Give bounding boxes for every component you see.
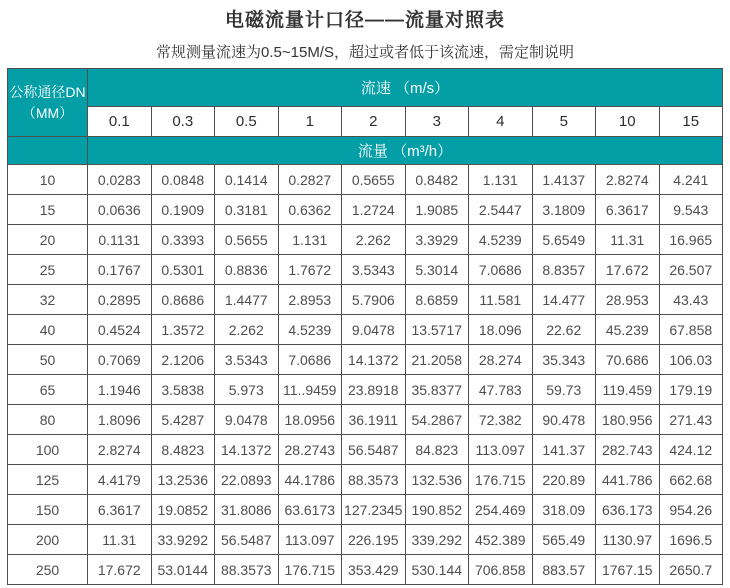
- velocity-value-cell: 0.3: [151, 107, 215, 137]
- dn-cell: 50: [8, 345, 88, 375]
- flow-value-cell: 119.459: [596, 375, 660, 405]
- flow-value-cell: 353.429: [342, 555, 406, 585]
- flow-band-corner-cell: [8, 137, 88, 165]
- flow-value-cell: 0.3181: [215, 195, 279, 225]
- flow-table: [7, 68, 723, 585]
- flow-value-cell: 565.49: [532, 525, 596, 555]
- velocity-value-cell: 0.5: [215, 107, 279, 137]
- flow-value-cell: 0.1131: [88, 225, 152, 255]
- flow-table-body: [8, 69, 723, 585]
- flow-value-cell: 6.3617: [596, 195, 660, 225]
- flow-value-cell: 8.4823: [151, 435, 215, 465]
- flow-value-cell: 106.03: [659, 345, 723, 375]
- flow-value-cell: 43.43: [659, 285, 723, 315]
- flow-value-cell: 13.5717: [405, 315, 469, 345]
- flow-value-cell: 220.89: [532, 465, 596, 495]
- table-row: [8, 225, 723, 255]
- flow-value-cell: 22.0893: [215, 465, 279, 495]
- flow-value-cell: 11.31: [88, 525, 152, 555]
- flow-value-cell: 11.31: [596, 225, 660, 255]
- table-row: [8, 405, 723, 435]
- table-row: [8, 555, 723, 585]
- velocity-value-cell: 10: [596, 107, 660, 137]
- flow-value-cell: 2.8953: [278, 285, 342, 315]
- flow-value-cell: 1.9085: [405, 195, 469, 225]
- flow-value-cell: 21.2058: [405, 345, 469, 375]
- flow-value-cell: 28.274: [469, 345, 533, 375]
- flow-value-cell: 636.173: [596, 495, 660, 525]
- flow-value-cell: 0.1414: [215, 165, 279, 195]
- flow-value-cell: 5.6549: [532, 225, 596, 255]
- flow-value-cell: 70.686: [596, 345, 660, 375]
- flow-value-cell: 1130.97: [596, 525, 660, 555]
- dn-cell: 40: [8, 315, 88, 345]
- flow-value-cell: 5.3014: [405, 255, 469, 285]
- velocity-value-cell: 1: [278, 107, 342, 137]
- flow-value-cell: 26.507: [659, 255, 723, 285]
- flow-value-cell: 18.096: [469, 315, 533, 345]
- flow-value-cell: 0.0636: [88, 195, 152, 225]
- flow-value-cell: 180.956: [596, 405, 660, 435]
- flow-value-cell: 954.26: [659, 495, 723, 525]
- flow-value-cell: 35.343: [532, 345, 596, 375]
- flow-value-cell: 0.8482: [405, 165, 469, 195]
- velocity-band-row: [8, 69, 723, 107]
- flow-value-cell: 0.2827: [278, 165, 342, 195]
- flow-value-cell: 113.097: [278, 525, 342, 555]
- flow-value-cell: 0.2895: [88, 285, 152, 315]
- flow-value-cell: 113.097: [469, 435, 533, 465]
- velocity-values-row: [8, 107, 723, 137]
- flow-value-cell: 1.3572: [151, 315, 215, 345]
- flow-value-cell: 47.783: [469, 375, 533, 405]
- flow-value-cell: 4.4179: [88, 465, 152, 495]
- flow-value-cell: 4.241: [659, 165, 723, 195]
- flow-value-cell: 1.2724: [342, 195, 406, 225]
- velocity-value-cell: 0.1: [88, 107, 152, 137]
- flow-value-cell: 176.715: [469, 465, 533, 495]
- flow-value-cell: 90.478: [532, 405, 596, 435]
- flow-value-cell: 1767.15: [596, 555, 660, 585]
- flow-value-cell: 45.239: [596, 315, 660, 345]
- page-title: 电磁流量计口径——流量对照表: [224, 10, 505, 31]
- flow-value-cell: 271.43: [659, 405, 723, 435]
- corner-header-line1: 公称通径DN: [9, 84, 86, 101]
- flow-value-cell: 31.8086: [215, 495, 279, 525]
- flow-value-cell: 44.1786: [278, 465, 342, 495]
- flow-value-cell: 63.6173: [278, 495, 342, 525]
- flow-value-cell: 1696.5: [659, 525, 723, 555]
- flow-value-cell: 0.4524: [88, 315, 152, 345]
- flow-value-cell: 282.743: [596, 435, 660, 465]
- flow-value-cell: 1.1946: [88, 375, 152, 405]
- flow-value-cell: 2.8274: [88, 435, 152, 465]
- flow-value-cell: 22.62: [532, 315, 596, 345]
- velocity-value-cell: 4: [469, 107, 533, 137]
- flow-value-cell: 5.4287: [151, 405, 215, 435]
- flow-value-cell: 18.0956: [278, 405, 342, 435]
- flow-value-cell: 7.0686: [469, 255, 533, 285]
- dn-cell: 250: [8, 555, 88, 585]
- flow-value-cell: 88.3573: [342, 465, 406, 495]
- flow-value-cell: 8.8357: [532, 255, 596, 285]
- flow-value-cell: 190.852: [405, 495, 469, 525]
- flow-value-cell: 28.953: [596, 285, 660, 315]
- dn-cell: 150: [8, 495, 88, 525]
- flow-value-cell: 56.5487: [342, 435, 406, 465]
- flow-value-cell: 23.8918: [342, 375, 406, 405]
- flow-value-cell: 0.1767: [88, 255, 152, 285]
- flow-value-cell: 72.382: [469, 405, 533, 435]
- flow-value-cell: 318.09: [532, 495, 596, 525]
- flow-value-cell: 706.858: [469, 555, 533, 585]
- flow-value-cell: 14.1372: [342, 345, 406, 375]
- flow-value-cell: 176.715: [278, 555, 342, 585]
- dn-cell: 25: [8, 255, 88, 285]
- flow-value-cell: 13.2536: [151, 465, 215, 495]
- flow-value-cell: 1.4137: [532, 165, 596, 195]
- flow-value-cell: 0.0848: [151, 165, 215, 195]
- table-row: [8, 285, 723, 315]
- flow-value-cell: 339.292: [405, 525, 469, 555]
- flow-value-cell: 0.5655: [215, 225, 279, 255]
- flow-value-cell: 3.5343: [342, 255, 406, 285]
- flow-band-row: [8, 137, 723, 165]
- flow-value-cell: 1.131: [469, 165, 533, 195]
- flow-value-cell: 0.5301: [151, 255, 215, 285]
- flow-value-cell: 2.262: [215, 315, 279, 345]
- flow-value-cell: 56.5487: [215, 525, 279, 555]
- flow-value-cell: 1.8096: [88, 405, 152, 435]
- dn-cell: 32: [8, 285, 88, 315]
- flow-value-cell: 8.6859: [405, 285, 469, 315]
- table-row: [8, 435, 723, 465]
- velocity-value-cell: 15: [659, 107, 723, 137]
- flow-value-cell: 424.12: [659, 435, 723, 465]
- flow-value-cell: 16.965: [659, 225, 723, 255]
- flow-value-cell: 883.57: [532, 555, 596, 585]
- flow-value-cell: 84.823: [405, 435, 469, 465]
- table-row: [8, 465, 723, 495]
- velocity-band-header: 流速 （m/s）: [88, 69, 723, 107]
- corner-header-cell: [8, 69, 88, 137]
- flow-value-cell: 127.2345: [342, 495, 406, 525]
- flow-value-cell: 7.0686: [278, 345, 342, 375]
- flow-value-cell: 0.3393: [151, 225, 215, 255]
- flow-value-cell: 36.1911: [342, 405, 406, 435]
- page-header: [0, 0, 730, 68]
- flow-value-cell: 33.9292: [151, 525, 215, 555]
- flow-value-cell: 67.858: [659, 315, 723, 345]
- table-row: [8, 195, 723, 225]
- flow-value-cell: 3.5343: [215, 345, 279, 375]
- flow-value-cell: 11.581: [469, 285, 533, 315]
- flow-value-cell: 53.0144: [151, 555, 215, 585]
- flow-value-cell: 1.7672: [278, 255, 342, 285]
- flow-value-cell: 662.68: [659, 465, 723, 495]
- table-row: [8, 255, 723, 285]
- page-subtitle: 常规测量流速为0.5~15M/S，超过或者低于该流速，需定制说明: [156, 44, 574, 61]
- dn-cell: 65: [8, 375, 88, 405]
- table-row: [8, 345, 723, 375]
- flow-value-cell: 1.131: [278, 225, 342, 255]
- dn-cell: 10: [8, 165, 88, 195]
- flow-value-cell: 2650.7: [659, 555, 723, 585]
- flow-value-cell: 14.1372: [215, 435, 279, 465]
- flow-value-cell: 35.8377: [405, 375, 469, 405]
- table-row: [8, 165, 723, 195]
- flow-value-cell: 2.262: [342, 225, 406, 255]
- flow-value-cell: 9.0478: [215, 405, 279, 435]
- flow-value-cell: 5.973: [215, 375, 279, 405]
- flow-value-cell: 9.543: [659, 195, 723, 225]
- flow-value-cell: 2.1206: [151, 345, 215, 375]
- flow-value-cell: 4.5239: [278, 315, 342, 345]
- flow-value-cell: 0.7069: [88, 345, 152, 375]
- flow-value-cell: 0.1909: [151, 195, 215, 225]
- flow-value-cell: 19.0852: [151, 495, 215, 525]
- flow-value-cell: 179.19: [659, 375, 723, 405]
- flow-value-cell: 17.672: [596, 255, 660, 285]
- flow-value-cell: 2.5447: [469, 195, 533, 225]
- flow-value-cell: 0.0283: [88, 165, 152, 195]
- flow-value-cell: 6.3617: [88, 495, 152, 525]
- flow-value-cell: 132.536: [405, 465, 469, 495]
- flow-value-cell: 1.4477: [215, 285, 279, 315]
- dn-cell: 80: [8, 405, 88, 435]
- velocity-value-cell: 3: [405, 107, 469, 137]
- flow-value-cell: 3.1809: [532, 195, 596, 225]
- flow-value-cell: 226.195: [342, 525, 406, 555]
- flow-value-cell: 441.786: [596, 465, 660, 495]
- flow-value-cell: 4.5239: [469, 225, 533, 255]
- flow-value-cell: 2.8274: [596, 165, 660, 195]
- flow-value-cell: 11..9459: [278, 375, 342, 405]
- dn-cell: 20: [8, 225, 88, 255]
- velocity-value-cell: 2: [342, 107, 406, 137]
- dn-cell: 100: [8, 435, 88, 465]
- flow-value-cell: 0.5655: [342, 165, 406, 195]
- flow-value-cell: 3.3929: [405, 225, 469, 255]
- flow-value-cell: 141.37: [532, 435, 596, 465]
- flow-value-cell: 88.3573: [215, 555, 279, 585]
- velocity-value-cell: 5: [532, 107, 596, 137]
- dn-cell: 200: [8, 525, 88, 555]
- flow-value-cell: 0.8686: [151, 285, 215, 315]
- table-row: [8, 315, 723, 345]
- table-row: [8, 525, 723, 555]
- flow-value-cell: 3.5838: [151, 375, 215, 405]
- dn-cell: 15: [8, 195, 88, 225]
- flow-value-cell: 17.672: [88, 555, 152, 585]
- corner-header-line2: （MM）: [21, 104, 74, 121]
- flow-value-cell: 9.0478: [342, 315, 406, 345]
- dn-cell: 125: [8, 465, 88, 495]
- flow-value-cell: 254.469: [469, 495, 533, 525]
- flow-value-cell: 14.477: [532, 285, 596, 315]
- flow-value-cell: 59.73: [532, 375, 596, 405]
- flow-value-cell: 452.389: [469, 525, 533, 555]
- flow-value-cell: 54.2867: [405, 405, 469, 435]
- flow-value-cell: 530.144: [405, 555, 469, 585]
- flow-value-cell: 0.6362: [278, 195, 342, 225]
- table-row: [8, 375, 723, 405]
- flow-value-cell: 28.2743: [278, 435, 342, 465]
- flow-value-cell: 5.7906: [342, 285, 406, 315]
- table-row: [8, 495, 723, 525]
- flow-band-header: 流量 （m³/h）: [88, 137, 723, 165]
- flow-value-cell: 0.8836: [215, 255, 279, 285]
